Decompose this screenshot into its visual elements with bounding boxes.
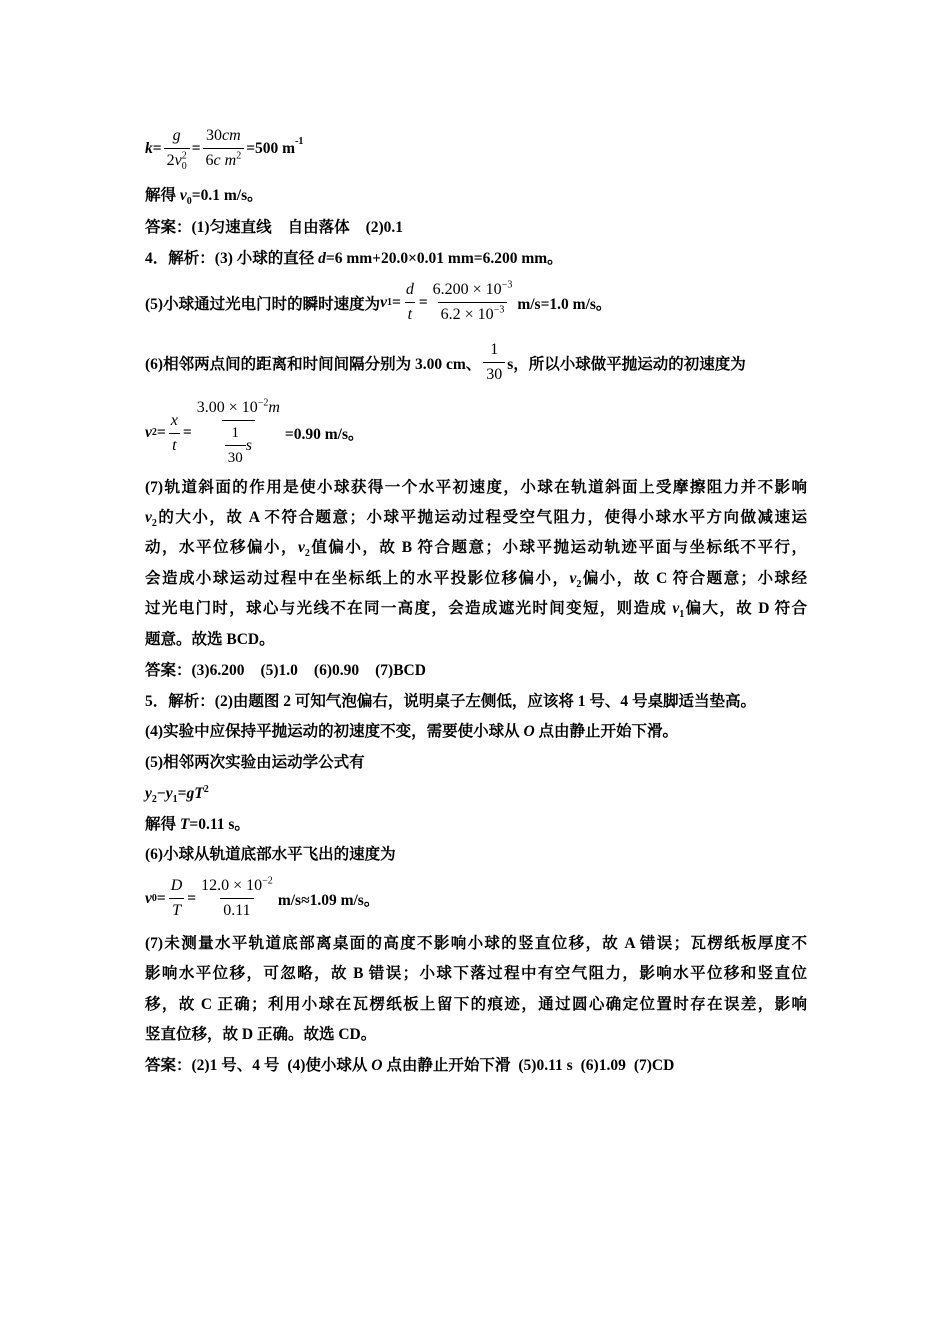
equals: =: [246, 139, 256, 157]
equation-y2-y1: $y_2-y_1=gT^2$: [145, 783, 209, 806]
line-spacing-interval: (6)相邻两点间的距离和时间间隔分别为 3.00 cm、 $\frac{1}{30}$ s，所以小球做平抛运动的初速度为: [145, 341, 746, 383]
numerator: g: [172, 127, 181, 144]
fraction-12-over-011: [198, 876, 276, 921]
line-5-4: (4)实验中应保持平抛运动的初速度不变，需要使小球从 O 点由静止开始下滑。: [145, 723, 679, 740]
section-4-heading: 4．解析：(3) 小球的直径 d=6 mm+20.0×0.01 mm=6.200 mm。: [145, 250, 563, 267]
equation-v2: v 2 = $\frac{x}{t}$ = $3.00 \times 10^{-2}m$ $\frac{1}{30}$ s =0.90 m/s。: [145, 397, 364, 466]
para-4-7-line6: 题意。故选 BCD。: [145, 631, 275, 648]
fraction-D-over-T: $\frac{D}{T}$: [170, 877, 183, 919]
numerator: $3.00 \times 10^{-2}m$: [196, 397, 280, 416]
var-k: k: [145, 139, 153, 157]
answer-5: 答案：(2)1 号、4 号 (4)使小球从 O 点由静止开始下滑 (5)0.11 s (6)1.09 (7)CD: [145, 1057, 675, 1074]
fraction-distance-over-time: [194, 398, 283, 468]
fraction-x-over-t: $\frac{x}{t}$: [170, 411, 178, 454]
denominator: $6.2 \times 10^{-3}$: [438, 302, 508, 325]
section-5-heading: 5．解析：(2)由题图 2 可知气泡偏右，说明桌子左侧低，应该将 1 号、4 号桌脚适当垫高。: [145, 693, 756, 710]
fraction-6200-over-62: [430, 280, 516, 325]
line-solve-T: 解得 T=0.11 s。: [145, 816, 250, 833]
denominator: 6c $m^2$: [203, 148, 245, 171]
para-5-7-line3: 移，故 C 正确；利用小球在瓦楞纸板上留下的痕迹，通过圆心确定位置时存在误差，影响: [145, 996, 807, 1013]
numerator: $12.0 \times 10^{-2}$: [201, 875, 273, 894]
equation-v1: (5)小球通过光电门时的瞬时速度为 v 1 = $\frac{d}{t}$ = $\frac{6.200 \times 10^{-3}}{6.2 \times 10^{-3}}$ m/s=1.0 m/s。: [145, 279, 612, 323]
line-solve-v0: 解得 $v_0=0.1$ m/s。: [145, 187, 263, 208]
fraction-30cm-over-6cm2: [203, 126, 245, 171]
para-4-7-line2: $v_2$的大小，故 A 不符合题意；小球平抛运动过程受空气阻力，使得小球水平方向做减速运: [145, 509, 807, 530]
numerator: $6.200 \times 10^{-3}$: [432, 279, 513, 298]
line-5-5: (5)相邻两次实验由运动学公式有: [145, 754, 365, 771]
equation-v0: v 0 = $\frac{D}{T}$ = $\frac{12.0 \times 10^{-2}}{0.11}$ m/s≈1.09 m/s。: [145, 875, 380, 919]
line-5-6: (6)小球从轨道底部水平飞出的速度为: [145, 846, 396, 863]
denominator: $2v^2_0$: [164, 148, 190, 171]
denominator: $\frac{1}{30}$ s: [222, 420, 255, 468]
para-5-7-line1: (7)未测量水平轨道底部离桌面的高度不影响小球的竖直位移，故 A 错误；瓦楞纸板厚度不: [145, 935, 807, 952]
para-4-7-line4: 会造成小球运动过程中在坐标纸上的水平投影位移偏小，$v_2$偏小，故 C 符合题意；小球经: [145, 570, 807, 591]
equals: =: [152, 139, 162, 157]
denominator: 0.11: [220, 898, 253, 921]
fraction-d-over-t: $\frac{d}{t}$: [405, 281, 414, 323]
fraction-1-over-30: $\frac{1}{30}$: [483, 340, 505, 385]
equals: =: [191, 139, 201, 157]
numerator: 30cm: [206, 127, 241, 144]
para-4-7-line1: (7)轨道斜面的作用是使小球获得一个水平初速度，小球在轨道斜面上受摩擦阻力并不影响: [145, 479, 807, 496]
para-5-7-line4: 竖直位移，故 D 正确。故选 CD。: [145, 1026, 377, 1043]
para-5-7-line2: 影响水平位移，可忽略，故 B 错误；小球下落过程中有空气阻力，影响水平位移和竖直位: [145, 965, 807, 982]
equation-k: k = $\frac{g}{2v^2_0}$ = $\frac{30cm}{6c m^2}$ = 500 m $^{-1}$: [145, 127, 304, 173]
answer-3: 答案：(1)匀速直线 自由落体 (2)0.1: [145, 219, 404, 236]
para-4-7-line5: 过光电门时，球心与光线不在同一高度，会造成遮光时间变短，则造成 $v_1$偏大，故 D 符合: [145, 600, 807, 621]
fraction-1-over-30: $\frac{1}{30}$: [225, 423, 246, 468]
answer-4: 答案：(3)6.200 (5)1.0 (6)0.90 (7)BCD: [145, 662, 426, 679]
result-value: 500 m: [255, 139, 296, 157]
fraction-g-over-2v0sq: [164, 126, 190, 171]
para-4-7-line3: 动，水平位移偏小，$v_2$值偏小，故 B 符合题意；小球平抛运动轨迹平面与坐标纸不平行，: [145, 539, 807, 560]
